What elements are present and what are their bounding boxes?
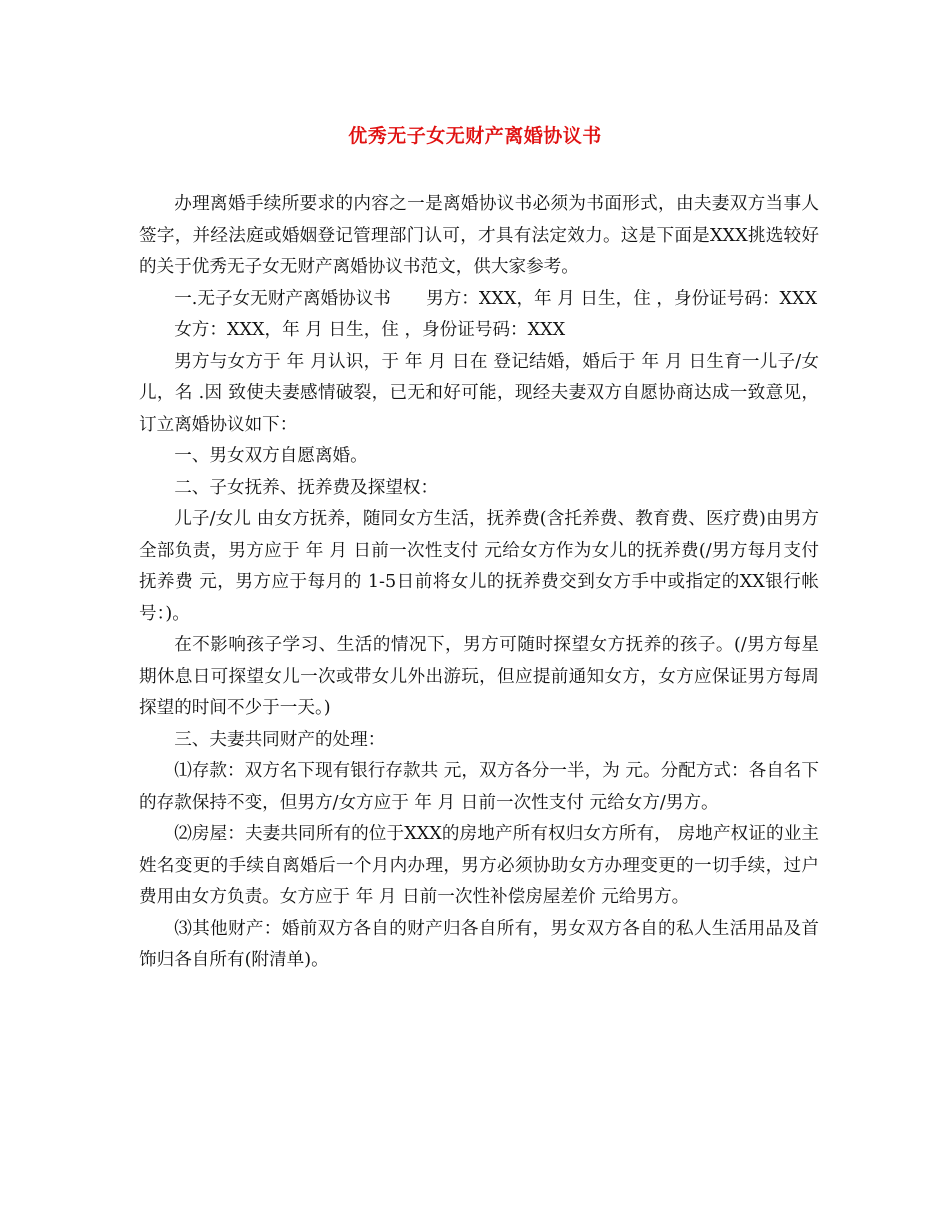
paragraph-child-support: 儿子/女儿 由女方抚养，随同女方生活，抚养费(含托养费、教育费、医疗费)由男方全部负责，男方应于 年 月 日前一次性支付 元给女方作为女儿的抚养费(/男方每月支付抚养费 元，男方应于每月的 1-5日前将女儿的抚养费交到女方手中或指定的XX银行帐号：)。 — [139, 509, 819, 624]
paragraph-clause-divorce: 一、男女双方自愿离婚。 — [174, 446, 368, 466]
paragraph-property-savings: ⑴存款：双方名下现有银行存款共 元，双方各分一半，为 元。分配方式：各自名下的存款保持不变，但男方/女方应于 年 月 日前一次性支付 元给女方/男方。 — [139, 761, 819, 813]
paragraph-marriage-background: 男方与女方于 年 月认识，于 年 月 日在 登记结婚，婚后于 年 月 日生育一儿子/女儿，名 .因 致使夫妻感情破裂，已无和好可能，现经夫妻双方自愿协商达成一致意见，订立离婚协议如下： — [139, 351, 819, 435]
paragraph-visitation: 在不影响孩子学习、生活的情况下，男方可随时探望女方抚养的孩子。(/男方每星期休息日可探望女儿一次或带女儿外出游玩，但应提前通知女方，女方应保证男方每周探望的时间不少于一天。) — [139, 635, 819, 718]
paragraph-clause-property-heading: 三、夫妻共同财产的处理： — [174, 729, 386, 750]
paragraph-wife-info: 女方：XXX，年 月 日生，住 ，身份证号码：XXX — [174, 320, 566, 340]
paragraph-intro: 办理离婚手续所要求的内容之一是离婚协议书必须为书面形式，由夫妻双方当事人签字，并经法庭或婚姻登记管理部门认可，才具有法定效力。这是下面是XXX挑选较好的关于优秀无子女无财产离婚协议书范文，供大家参考。 — [139, 194, 819, 277]
paragraph-section-one-husband: 一.无子女无财产离婚协议书 男方：XXX，年 月 日生，住 ，身份证号码：XXX — [174, 288, 818, 309]
document-title: 优秀无子女无财产离婚协议书 — [348, 125, 602, 147]
paragraph-property-house: ⑵房屋：夫妻共同所有的位于XXX的房地产所有权归女方所有， 房地产权证的业主姓名变更的手续自离婚后一个月内办理，男方必须协助女方办理变更的一切手续，过户费用由女方负责。女方应于 年 月 日前一次性补偿房屋差价 元给男方。 — [139, 824, 819, 907]
paragraph-clause-children-heading: 二、子女抚养、抚养费及探望权： — [174, 477, 439, 498]
document-body — [139, 189, 819, 977]
paragraph-property-other: ⑶其他财产：婚前双方各自的财产归各自所有，男女双方各自的私人生活用品及首饰归各自所有(附清单)。 — [139, 918, 819, 970]
